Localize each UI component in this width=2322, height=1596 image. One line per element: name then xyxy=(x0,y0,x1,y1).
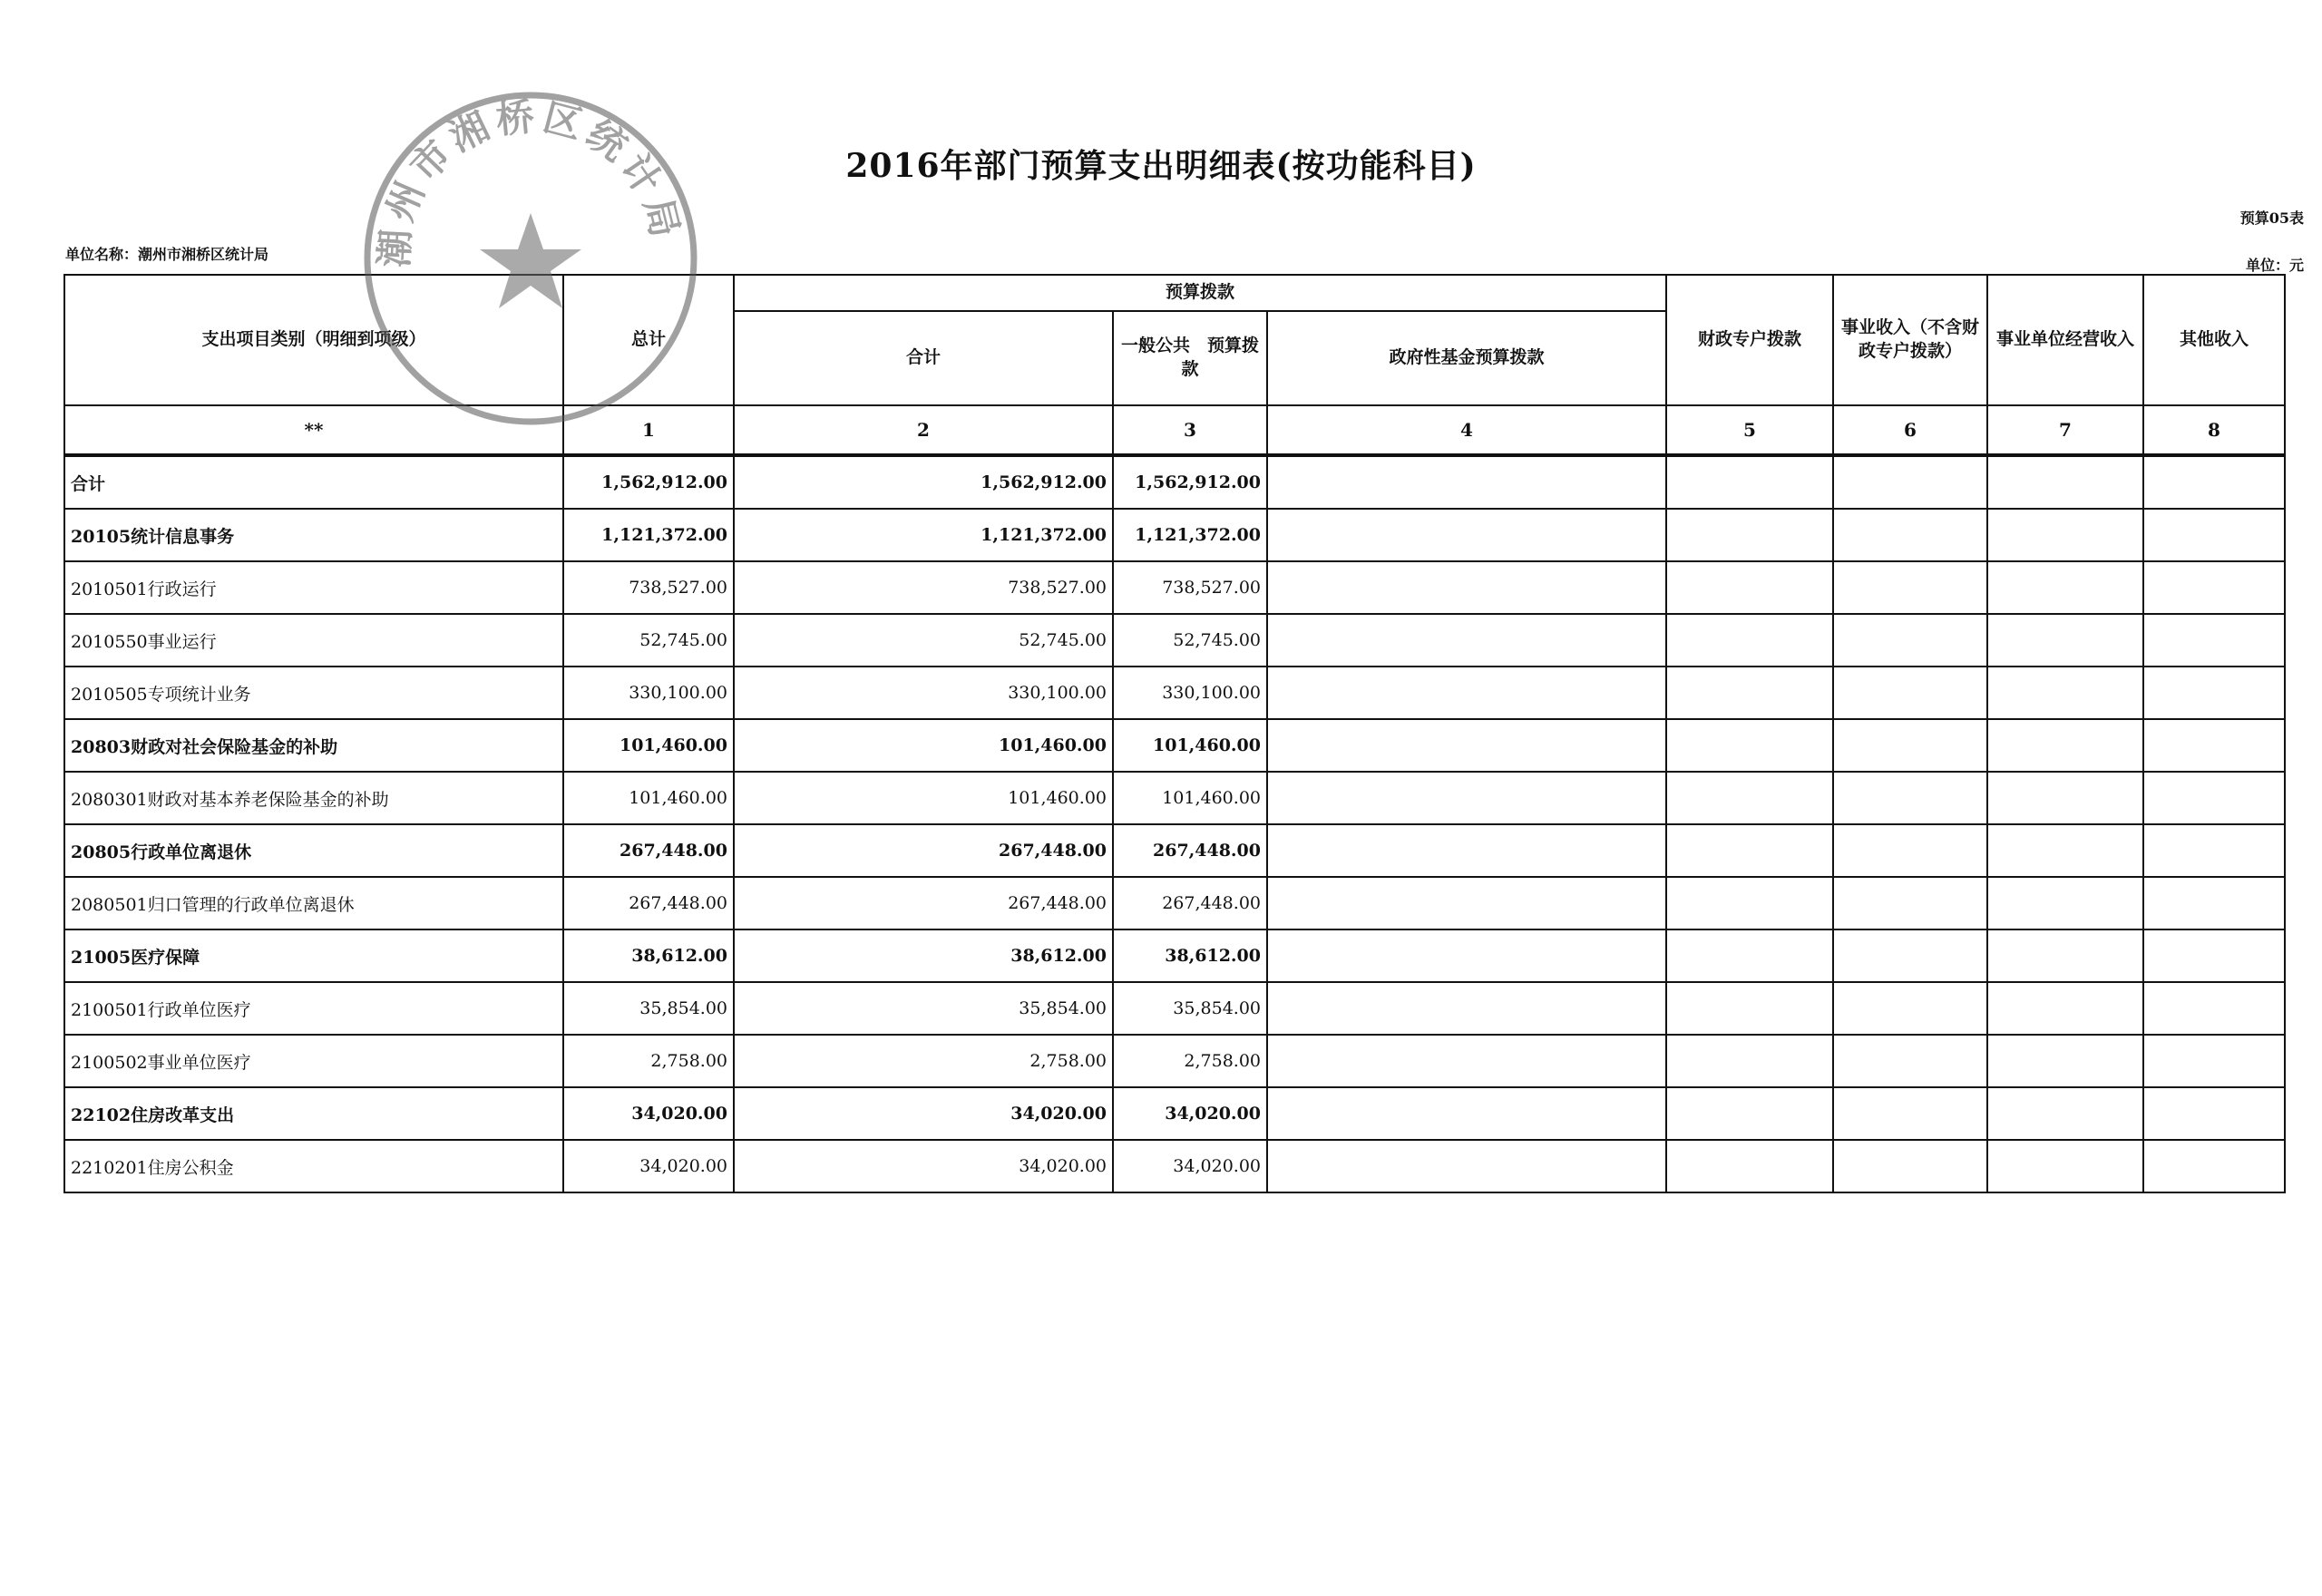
index-cell: 3 xyxy=(1113,405,1267,455)
row-general-public: 267,448.00 xyxy=(1113,877,1267,929)
row-budget-sum: 52,745.00 xyxy=(734,614,1113,667)
row-other-income xyxy=(2143,982,2285,1035)
row-business-income xyxy=(1833,982,1987,1035)
table-row xyxy=(64,719,2285,772)
header-budget-group: 预算拨款 xyxy=(734,275,1666,311)
row-budget-sum: 1,562,912.00 xyxy=(734,455,1113,509)
row-label: 2080301财政对基本养老保险基金的补助 xyxy=(64,772,563,824)
row-fiscal-special xyxy=(1666,877,1833,929)
row-general-public: 101,460.00 xyxy=(1113,719,1267,772)
table-row xyxy=(64,982,2285,1035)
row-general-public: 35,854.00 xyxy=(1113,982,1267,1035)
row-other-income xyxy=(2143,1140,2285,1192)
row-business-income xyxy=(1833,824,1987,877)
row-other-income xyxy=(2143,772,2285,824)
row-gov-fund xyxy=(1267,667,1666,719)
row-business-income xyxy=(1833,929,1987,982)
row-label: 20803财政对社会保险基金的补助 xyxy=(64,719,563,772)
row-total: 34,020.00 xyxy=(563,1140,734,1192)
table-row xyxy=(64,1087,2285,1140)
row-total: 330,100.00 xyxy=(563,667,734,719)
table-row xyxy=(64,772,2285,824)
row-general-public: 2,758.00 xyxy=(1113,1035,1267,1087)
row-business-income xyxy=(1833,455,1987,509)
index-cell: 5 xyxy=(1666,405,1833,455)
row-total: 101,460.00 xyxy=(563,719,734,772)
table-row xyxy=(64,929,2285,982)
row-total: 38,612.00 xyxy=(563,929,734,982)
row-business-income xyxy=(1833,614,1987,667)
table-row xyxy=(64,614,2285,667)
row-general-public: 34,020.00 xyxy=(1113,1087,1267,1140)
row-label: 2010550事业运行 xyxy=(64,614,563,667)
row-label: 2210201住房公积金 xyxy=(64,1140,563,1192)
row-other-income xyxy=(2143,614,2285,667)
row-fiscal-special xyxy=(1666,982,1833,1035)
row-label: 21005医疗保障 xyxy=(64,929,563,982)
row-gov-fund xyxy=(1267,455,1666,509)
row-total: 267,448.00 xyxy=(563,824,734,877)
row-budget-sum: 267,448.00 xyxy=(734,877,1113,929)
index-cell: 8 xyxy=(2143,405,2285,455)
row-business-operating xyxy=(1987,982,2143,1035)
index-cell: 7 xyxy=(1987,405,2143,455)
row-other-income xyxy=(2143,1035,2285,1087)
index-cell: 2 xyxy=(734,405,1113,455)
header-general-public: 一般公共 预算拨款 xyxy=(1113,311,1267,405)
row-budget-sum: 267,448.00 xyxy=(734,824,1113,877)
header-fiscal-special: 财政专户拨款 xyxy=(1666,275,1833,405)
table-row xyxy=(64,509,2285,561)
row-gov-fund xyxy=(1267,1087,1666,1140)
row-fiscal-special xyxy=(1666,667,1833,719)
row-general-public: 34,020.00 xyxy=(1113,1140,1267,1192)
row-gov-fund xyxy=(1267,1140,1666,1192)
row-business-operating xyxy=(1987,667,2143,719)
row-total: 34,020.00 xyxy=(563,1087,734,1140)
row-gov-fund xyxy=(1267,982,1666,1035)
row-gov-fund xyxy=(1267,509,1666,561)
row-business-income xyxy=(1833,1035,1987,1087)
row-gov-fund xyxy=(1267,929,1666,982)
row-gov-fund xyxy=(1267,772,1666,824)
header-budget-sum: 合计 xyxy=(734,311,1113,405)
row-total: 267,448.00 xyxy=(563,877,734,929)
header-business-income: 事业收入（不含财政专户拨款） xyxy=(1833,275,1987,405)
index-cell: 4 xyxy=(1267,405,1666,455)
row-business-operating xyxy=(1987,561,2143,614)
row-general-public: 101,460.00 xyxy=(1113,772,1267,824)
row-business-income xyxy=(1833,509,1987,561)
row-gov-fund xyxy=(1267,824,1666,877)
row-budget-sum: 34,020.00 xyxy=(734,1140,1113,1192)
row-business-income xyxy=(1833,877,1987,929)
row-label: 22102住房改革支出 xyxy=(64,1087,563,1140)
row-other-income xyxy=(2143,667,2285,719)
row-label: 2080501归口管理的行政单位离退休 xyxy=(64,877,563,929)
row-general-public: 38,612.00 xyxy=(1113,929,1267,982)
table-row xyxy=(64,561,2285,614)
row-business-operating xyxy=(1987,1087,2143,1140)
table-row xyxy=(64,1140,2285,1192)
row-business-income xyxy=(1833,667,1987,719)
row-budget-sum: 38,612.00 xyxy=(734,929,1113,982)
index-row xyxy=(64,405,2285,455)
row-label: 20105统计信息事务 xyxy=(64,509,563,561)
page-title: 2016年部门预算支出明细表(按功能科目) xyxy=(845,147,1477,185)
index-cell: ** xyxy=(64,405,563,455)
header-gov-fund: 政府性基金预算拨款 xyxy=(1267,311,1666,405)
row-business-operating xyxy=(1987,455,2143,509)
row-general-public: 1,562,912.00 xyxy=(1113,455,1267,509)
row-budget-sum: 101,460.00 xyxy=(734,772,1113,824)
row-total: 1,562,912.00 xyxy=(563,455,734,509)
row-general-public: 267,448.00 xyxy=(1113,824,1267,877)
row-budget-sum: 35,854.00 xyxy=(734,982,1113,1035)
row-other-income xyxy=(2143,877,2285,929)
unit-currency: 单位：元 xyxy=(2245,257,2304,274)
svg-text:潮州市湘桥区统计局: 潮州市湘桥区统计局 xyxy=(371,93,689,269)
row-total: 52,745.00 xyxy=(563,614,734,667)
row-business-operating xyxy=(1987,719,2143,772)
row-budget-sum: 738,527.00 xyxy=(734,561,1113,614)
row-total: 738,527.00 xyxy=(563,561,734,614)
row-other-income xyxy=(2143,824,2285,877)
row-label: 2100501行政单位医疗 xyxy=(64,982,563,1035)
row-fiscal-special xyxy=(1666,509,1833,561)
row-business-income xyxy=(1833,561,1987,614)
row-label: 2010501行政运行 xyxy=(64,561,563,614)
header-total: 总计 xyxy=(563,275,734,405)
row-fiscal-special xyxy=(1666,614,1833,667)
header-other-income: 其他收入 xyxy=(2143,275,2285,405)
form-number: 预算05表 xyxy=(2239,209,2304,227)
row-gov-fund xyxy=(1267,719,1666,772)
table-row xyxy=(64,1035,2285,1087)
row-business-operating xyxy=(1987,1140,2143,1192)
row-fiscal-special xyxy=(1666,455,1833,509)
table-row xyxy=(64,824,2285,877)
row-label: 20805行政单位离退休 xyxy=(64,824,563,877)
row-total: 1,121,372.00 xyxy=(563,509,734,561)
row-business-operating xyxy=(1987,824,2143,877)
row-business-income xyxy=(1833,1140,1987,1192)
row-fiscal-special xyxy=(1666,772,1833,824)
header-category: 支出项目类别（明细到项级） xyxy=(64,275,563,405)
budget-table xyxy=(63,274,2286,1193)
row-general-public: 738,527.00 xyxy=(1113,561,1267,614)
row-business-income xyxy=(1833,772,1987,824)
row-general-public: 1,121,372.00 xyxy=(1113,509,1267,561)
row-business-operating xyxy=(1987,929,2143,982)
row-gov-fund xyxy=(1267,614,1666,667)
row-fiscal-special xyxy=(1666,1035,1833,1087)
row-gov-fund xyxy=(1267,561,1666,614)
row-other-income xyxy=(2143,719,2285,772)
table-body xyxy=(64,455,2285,1192)
row-budget-sum: 2,758.00 xyxy=(734,1035,1113,1087)
row-budget-sum: 34,020.00 xyxy=(734,1087,1113,1140)
row-gov-fund xyxy=(1267,1035,1666,1087)
row-label: 合计 xyxy=(64,455,563,509)
row-business-operating xyxy=(1987,772,2143,824)
row-other-income xyxy=(2143,561,2285,614)
row-other-income xyxy=(2143,455,2285,509)
row-total: 2,758.00 xyxy=(563,1035,734,1087)
row-fiscal-special xyxy=(1666,1140,1833,1192)
row-fiscal-special xyxy=(1666,561,1833,614)
row-fiscal-special xyxy=(1666,929,1833,982)
row-business-operating xyxy=(1987,877,2143,929)
row-label: 2010505专项统计业务 xyxy=(64,667,563,719)
row-general-public: 52,745.00 xyxy=(1113,614,1267,667)
row-total: 35,854.00 xyxy=(563,982,734,1035)
row-total: 101,460.00 xyxy=(563,772,734,824)
row-other-income xyxy=(2143,1087,2285,1140)
table-row xyxy=(64,667,2285,719)
index-cell: 1 xyxy=(563,405,734,455)
row-business-income xyxy=(1833,1087,1987,1140)
row-business-income xyxy=(1833,719,1987,772)
row-fiscal-special xyxy=(1666,824,1833,877)
row-budget-sum: 1,121,372.00 xyxy=(734,509,1113,561)
table-row xyxy=(64,877,2285,929)
row-budget-sum: 330,100.00 xyxy=(734,667,1113,719)
row-other-income xyxy=(2143,509,2285,561)
header-business-operating: 事业单位经营收入 xyxy=(1987,275,2143,405)
row-business-operating xyxy=(1987,1035,2143,1087)
row-general-public: 330,100.00 xyxy=(1113,667,1267,719)
row-fiscal-special xyxy=(1666,719,1833,772)
row-budget-sum: 101,460.00 xyxy=(734,719,1113,772)
row-business-operating xyxy=(1987,509,2143,561)
unit-name: 单位名称：潮州市湘桥区统计局 xyxy=(65,246,269,263)
row-other-income xyxy=(2143,929,2285,982)
row-business-operating xyxy=(1987,614,2143,667)
row-label: 2100502事业单位医疗 xyxy=(64,1035,563,1087)
index-cell: 6 xyxy=(1833,405,1987,455)
row-gov-fund xyxy=(1267,877,1666,929)
row-fiscal-special xyxy=(1666,1087,1833,1140)
table-row xyxy=(64,455,2285,509)
